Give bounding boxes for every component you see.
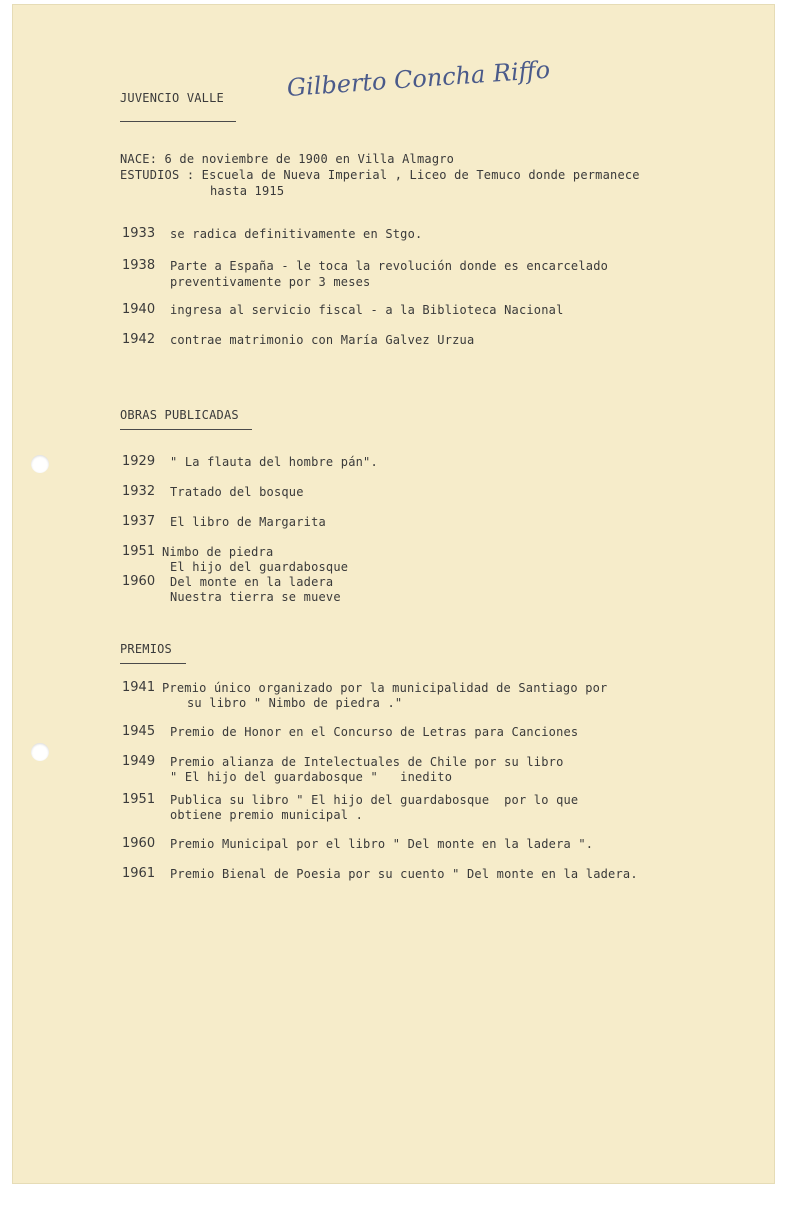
event-text: se radica definitivamente en Stgo. [170, 227, 423, 241]
award-text-cont: su libro " Nimbo de piedra ." [187, 696, 403, 710]
birth-line: NACE: 6 de noviembre de 1900 en Villa Almagro [120, 152, 455, 166]
award-year: 1945 [122, 724, 156, 739]
award-text: Publica su libro " El hijo del guardabosque por lo que [170, 793, 579, 807]
event-year: 1938 [122, 258, 156, 273]
work-year: 1932 [122, 484, 156, 499]
award-text: Premio único organizado por la municipalidad de Santiago por [162, 681, 608, 695]
event-year: 1933 [122, 226, 156, 241]
work-year: 1960 [122, 574, 156, 589]
award-year: 1961 [122, 866, 156, 881]
name-underline [120, 121, 236, 122]
obras-underline [120, 429, 252, 430]
work-year: 1937 [122, 514, 156, 529]
award-year: 1949 [122, 754, 156, 769]
work-year: 1929 [122, 454, 156, 469]
author-name: JUVENCIO VALLE [120, 91, 224, 105]
award-text: Premio de Honor en el Concurso de Letras para Canciones [170, 725, 579, 739]
work-title: " La flauta del hombre pán". [170, 455, 378, 469]
event-text: Parte a España - le toca la revolución donde es encarcelado [170, 259, 609, 273]
premios-underline [120, 663, 186, 664]
handwritten-annotation: Gilberto Concha Riffo [286, 55, 551, 102]
studies-line: ESTUDIOS : Escuela de Nueva Imperial , Liceo de Temuco donde permanece [120, 168, 640, 182]
event-text: ingresa al servicio fiscal - a la Biblioteca Nacional [170, 303, 564, 317]
binder-hole [31, 455, 49, 473]
document-page [12, 4, 775, 1184]
work-year: 1951 [122, 544, 156, 559]
work-title: Del monte en la ladera [170, 575, 334, 589]
work-title: Nimbo de piedra [162, 545, 274, 559]
event-year: 1942 [122, 332, 156, 347]
award-text: Premio Municipal por el libro " Del monte en la ladera ". [170, 837, 594, 851]
event-year: 1940 [122, 302, 156, 317]
award-year: 1951 [122, 792, 156, 807]
work-title: El libro de Margarita [170, 515, 326, 529]
event-text: contrae matrimonio con María Galvez Urzua [170, 333, 475, 347]
work-title: Tratado del bosque [170, 485, 304, 499]
award-text: Premio alianza de Intelectuales de Chile por su libro [170, 755, 564, 769]
award-text: Premio Bienal de Poesia por su cuento " Del monte en la ladera. [170, 867, 638, 881]
award-text-cont: obtiene premio municipal . [170, 808, 364, 822]
binder-hole [31, 743, 49, 761]
award-year: 1960 [122, 836, 156, 851]
award-text-cont: " El hijo del guardabosque " inedito [170, 770, 453, 784]
event-text-cont: preventivamente por 3 meses [170, 275, 371, 289]
award-year: 1941 [122, 680, 156, 695]
work-title: El hijo del guardabosque [170, 560, 349, 574]
studies-line-cont: hasta 1915 [210, 184, 285, 198]
section-heading-premios: PREMIOS [120, 642, 172, 656]
work-title: Nuestra tierra se mueve [170, 590, 341, 604]
section-heading-obras: OBRAS PUBLICADAS [120, 408, 239, 422]
